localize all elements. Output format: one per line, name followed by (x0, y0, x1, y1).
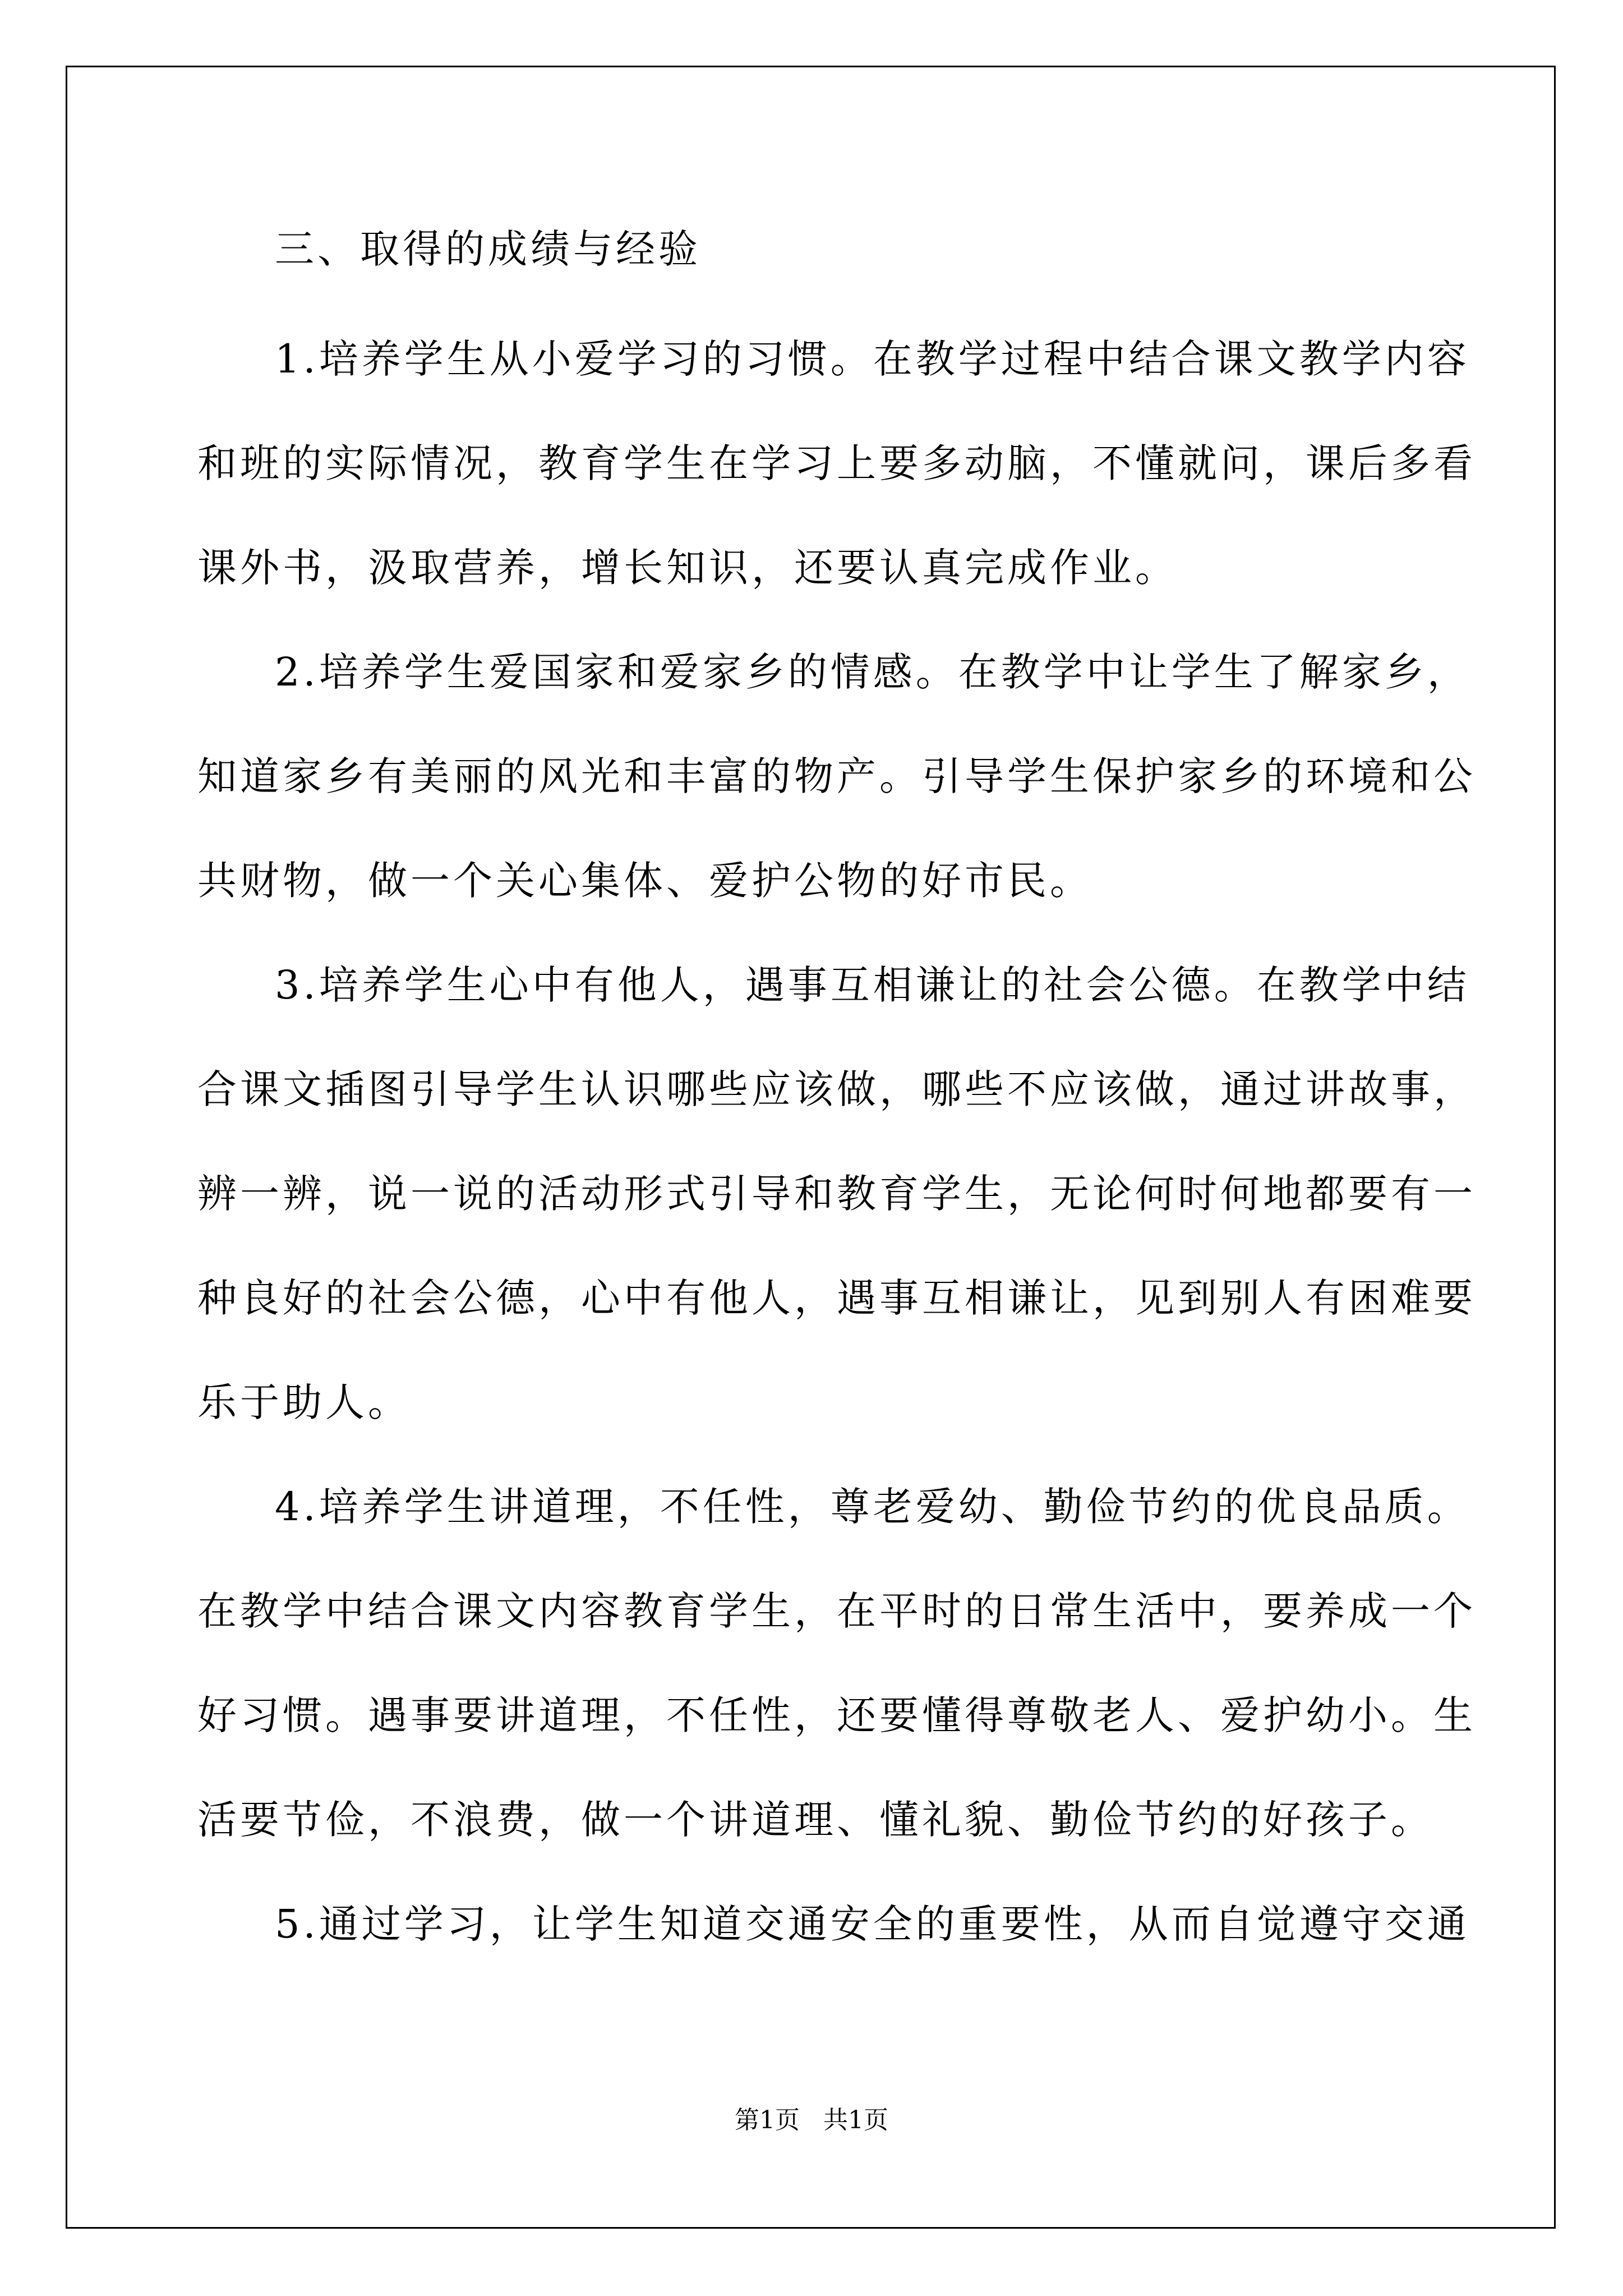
paragraph-line: 合课文插图引导学生认识哪些应该做，哪些不应该做，通过讲故事， (197, 1066, 1476, 1112)
paragraph-line: 辨一辨，说一说的活动形式引导和教育学生，无论何时何地都要有一 (197, 1171, 1476, 1217)
paragraph-line: 5.通过学习，让学生知道交通安全的重要性，从而自觉遵守交通 (275, 1901, 1470, 1947)
paragraph-line: 活要节俭，不浪费，做一个讲道理、懂礼貌、勤俭节约的好孩子。 (197, 1797, 1433, 1843)
paragraph-line: 共财物，做一个关心集体、爱护公物的好市民。 (197, 858, 1092, 904)
paragraph-line: 和班的实际情况，教育学生在学习上要多动脑，不懂就问，课后多看 (197, 440, 1476, 486)
paragraph-line: 好习惯。遇事要讲道理，不任性，还要懂得尊敬老人、爱护幼小。生 (197, 1692, 1476, 1738)
paragraph-line: 3.培养学生心中有他人，遇事互相谦让的社会公德。在教学中结 (275, 962, 1470, 1008)
page-footer: 第1页 共1页 (735, 2106, 888, 2134)
paragraph-line: 4.培养学生讲道理，不任性，尊老爱幼、勤俭节约的优良品质。 (275, 1484, 1470, 1530)
paragraph-line: 乐于助人。 (197, 1379, 411, 1425)
paragraph-line: 1.培养学生从小爱学习的习惯。在教学过程中结合课文教学内容 (275, 336, 1470, 382)
paragraph-line: 在教学中结合课文内容教育学生，在平时的日常生活中，要养成一个 (197, 1588, 1476, 1634)
paragraph-line: 课外书，汲取营养，增长知识，还要认真完成作业。 (197, 545, 1178, 591)
paragraph-line: 知道家乡有美丽的风光和丰富的物产。引导学生保护家乡的环境和公 (197, 753, 1476, 799)
paragraph-line: 种良好的社会公德，心中有他人，遇事互相谦让，见到别人有困难要 (197, 1275, 1476, 1321)
section-heading: 三、取得的成绩与经验 (275, 226, 701, 272)
paragraph-line: 2.培养学生爱国家和爱家乡的情感。在教学中让学生了解家乡， (275, 649, 1470, 695)
